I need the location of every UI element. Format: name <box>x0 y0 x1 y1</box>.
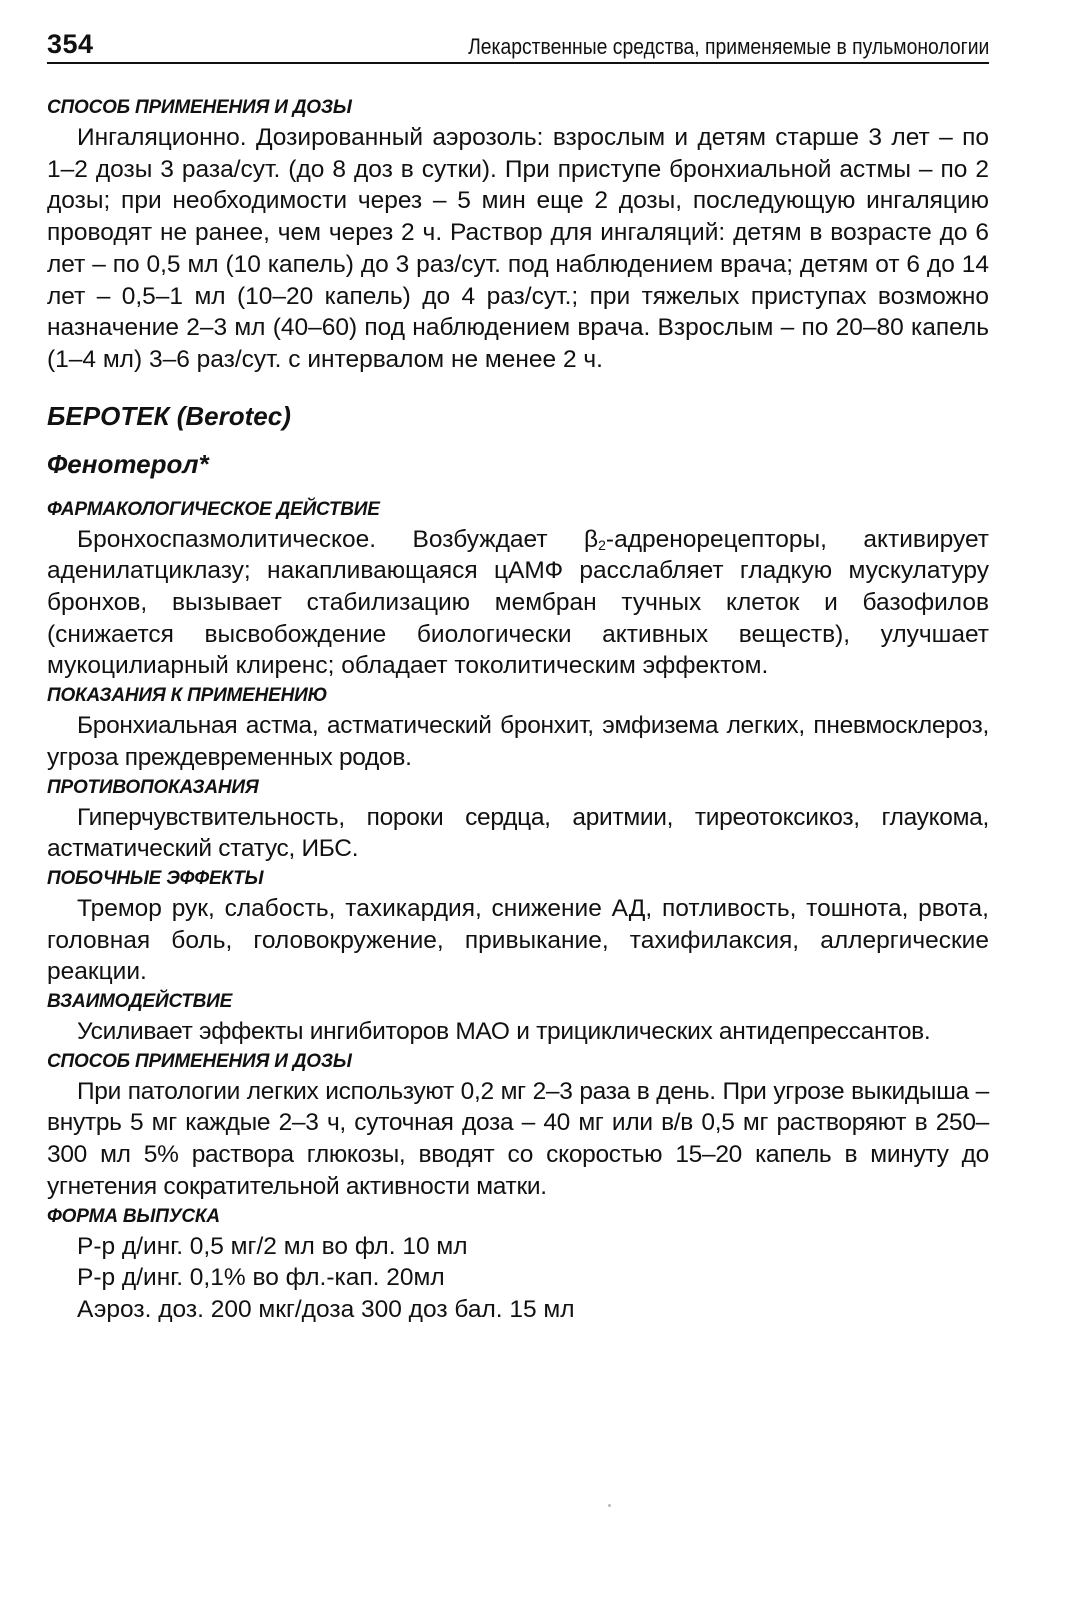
release-form-line-1: Р-р д/инг. 0,5 мг/2 мл во фл. 10 мл <box>77 1232 468 1260</box>
drug-generic-name: Фенотерол* <box>47 448 209 479</box>
pharmacology-text-start: Бронхоспазмолитическое. Возбуждает β <box>77 525 599 553</box>
book-page <box>47 26 989 1326</box>
section-heading-side-effects: ПОБОЧНЫЕ ЭФФЕКТЫ <box>47 867 264 889</box>
prev-dosage-text: Ингаляционно. Дозированный аэрозоль: взрослым и детям старше 3 лет – по 1–2 дозы 3 раза/сут. (до 8 доз в сутки). При приступе бронхиальной астмы – по 2 дозы; при необходимости через – 5 мин еще 2 дозы, последующую ингаляцию проводят не ранее, чем через 2 ч. Раствор для ингаляций: детям в возрасте до 6 лет – по 0,5 мл (10 капель) до 3 раз/сут. под наблюдением врача; детям от 6 до 14 лет – 0,5–1 мл (10–20 капель) до 4 раз/сут.; при тяжелых приступах возможно назначение 2–3 мл (40–60) под наблюдением врача. Взрослым – по 20–80 капель (1–4 мл) 3–6 раз/сут. с интервалом не менее 2 ч. <box>47 124 989 373</box>
prev-dosage-section <box>47 96 989 376</box>
drug-trade-name: БЕРОТЕК (Berotec) <box>47 400 291 431</box>
indications-text: Бронхиальная астма, астматический бронхит, эмфизема легких, пневмосклероз, угроза преждевременных родов. <box>47 712 989 771</box>
page-number: 354 <box>47 29 94 59</box>
drug-entry <box>47 396 989 484</box>
release-form-line-2: Р-р д/инг. 0,1% во фл.-кап. 20мл <box>77 1264 445 1292</box>
side-effects-section <box>47 867 989 988</box>
contraindications-section <box>47 776 989 865</box>
pharmacology-text <box>47 524 989 683</box>
section-heading-interaction: ВЗАИМОДЕЙСТВИЕ <box>47 991 233 1013</box>
dosage-section <box>47 1050 989 1203</box>
running-head <box>47 26 989 64</box>
release-form-section <box>47 1205 989 1326</box>
section-heading-indications: ПОКАЗАНИЯ К ПРИМЕНЕНИЮ <box>47 685 328 707</box>
section-heading-contraindications: ПРОТИВОПОКАЗАНИЯ <box>47 776 259 798</box>
section-heading-release-form: ФОРМА ВЫПУСКА <box>47 1205 220 1227</box>
scan-speck <box>608 1504 611 1507</box>
side-effects-text: Тремор рук, слабость, тахикардия, снижение АД, потливость, тошнота, рвота, головная боль, головокружение, привыкание, тахифилаксия, аллергические реакции. <box>47 894 989 986</box>
section-heading-dosage: СПОСОБ ПРИМЕНЕНИЯ И ДОЗЫ <box>47 1050 352 1072</box>
section-heading-dosage-prev: СПОСОБ ПРИМЕНЕНИЯ И ДОЗЫ <box>47 97 352 118</box>
pharmacology-text-end: -адренорецепторы, активирует аденилатциклазу; накапливающаяся цАМФ расслабляет гладкую мускулатуру бронхов, вызывает стабилизацию мембран тучных клеток и базофилов (снижается высвобождение биологически активных веществ), улучшает мукоцилиарный клиренс; обладает токолитическим эффектом. <box>47 525 989 680</box>
contraindications-text: Гиперчувствительность, пороки сердца, аритмии, тиреотоксикоз, глаукома, астматический статус, ИБС. <box>47 803 989 863</box>
indications-section <box>47 684 989 773</box>
beta-subscript: 2 <box>598 536 606 553</box>
running-title: Лекарственные средства, применяемые в пульмонологии <box>467 34 989 59</box>
pharmacology-section <box>47 498 989 683</box>
section-heading-pharmacology: ФАРМАКОЛОГИЧЕСКОЕ ДЕЙСТВИЕ <box>47 498 380 520</box>
interaction-text: Усиливает эффекты ингибиторов МАО и трициклических антидепрессантов. <box>77 1018 931 1046</box>
interaction-section <box>47 990 989 1048</box>
dosage-text: При патологии легких используют 0,2 мг 2–3 раза в день. При угрозе выкидыша – внутрь 5 мг каждые 2–3 ч, суточная доза – 40 мг или в/в 0,5 мг растворяют в 250–300 мл 5% раствора глюкозы, вводят со скоростью 15–20 капель в минуту до угнетения сократительной активности матки. <box>47 1077 989 1200</box>
release-form-line-3: Аэроз. доз. 200 мкг/доза 300 доз бал. 15 мл <box>77 1295 575 1323</box>
